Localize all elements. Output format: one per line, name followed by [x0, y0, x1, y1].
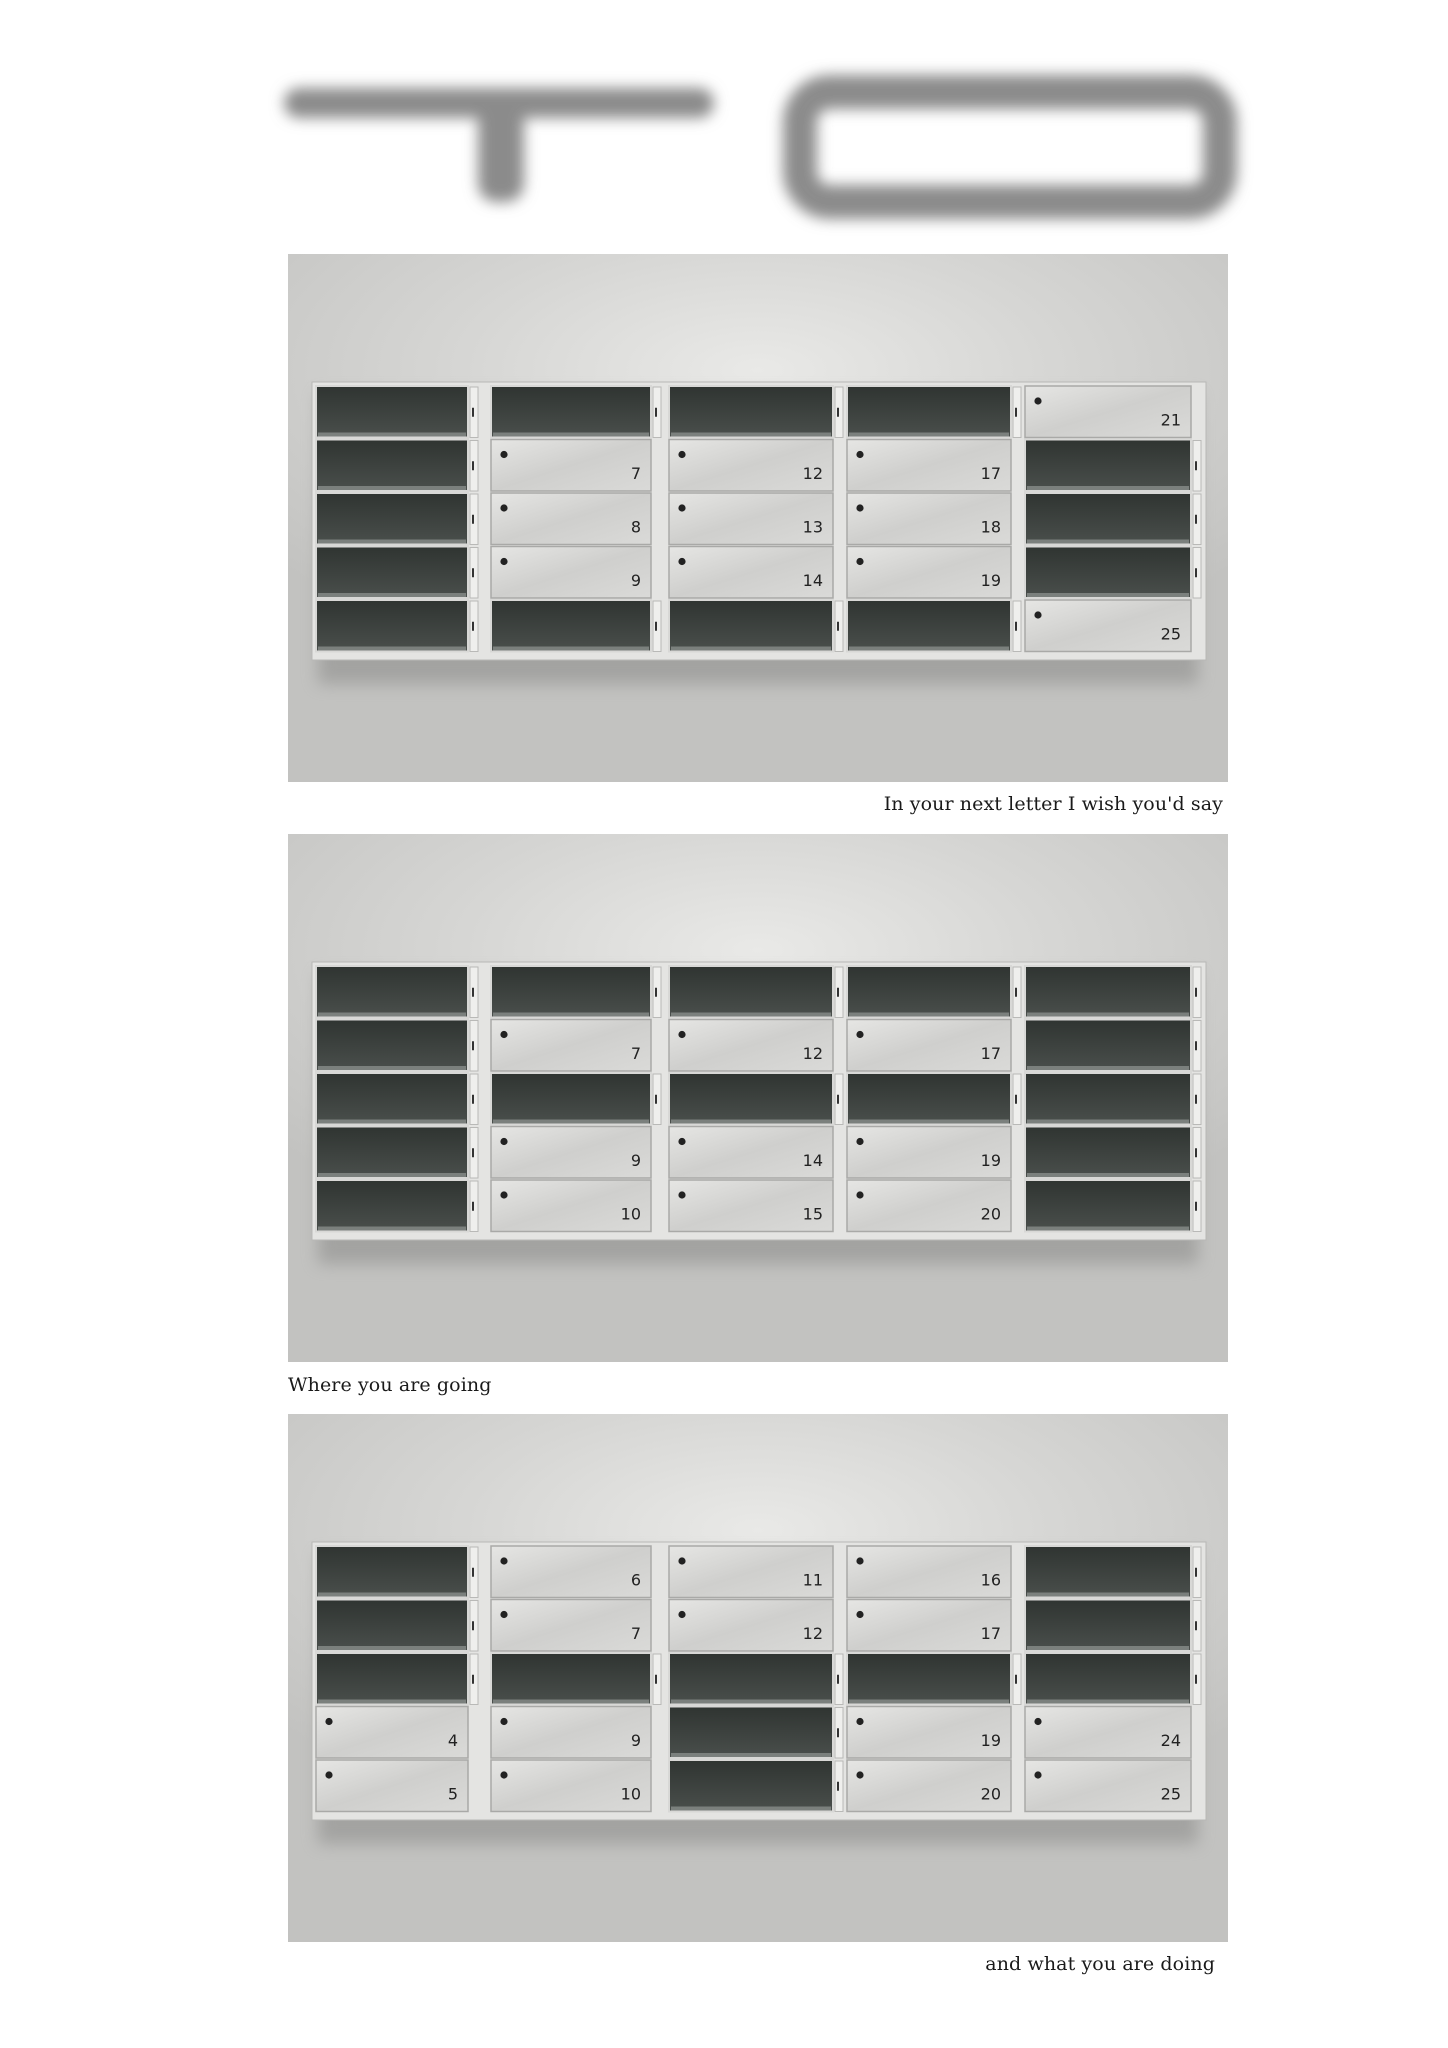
door-latch — [1195, 568, 1197, 577]
mailbox-number: 7 — [630, 1624, 641, 1643]
open-compartment[interactable] — [847, 966, 1011, 1018]
blurred-title — [0, 0, 1448, 240]
mailbox-number: 19 — [980, 571, 1001, 590]
open-compartment[interactable] — [847, 1073, 1011, 1125]
keyhole-lock — [856, 1191, 863, 1198]
door-latch — [1195, 988, 1197, 997]
mailbox-number: 24 — [1160, 1731, 1181, 1750]
door-latch — [472, 1041, 474, 1050]
open-compartment[interactable] — [491, 600, 651, 652]
open-compartment[interactable] — [316, 600, 468, 652]
mailbox-photo-3 — [288, 1414, 1228, 1942]
keyhole-lock — [678, 451, 685, 458]
open-compartment[interactable] — [1025, 1180, 1191, 1232]
mailbox-number: 25 — [1160, 624, 1181, 644]
open-compartment[interactable] — [1025, 1073, 1191, 1125]
keyhole-lock — [325, 1771, 332, 1778]
compartment-shelf — [318, 1120, 466, 1124]
keyhole-lock — [856, 558, 863, 565]
mailbox-number: 19 — [980, 1731, 1001, 1750]
door-latch — [655, 622, 657, 631]
compartment-shelf — [493, 647, 649, 651]
mailbox-number: 16 — [980, 1570, 1001, 1590]
keyhole-lock — [500, 1771, 507, 1778]
mailbox-door[interactable] — [491, 1707, 651, 1759]
keyhole-lock — [1034, 397, 1041, 404]
keyhole-lock — [678, 1031, 685, 1038]
mailbox-number: 8 — [630, 517, 641, 537]
keyhole-lock — [1034, 1718, 1041, 1725]
mailbox-number: 11 — [802, 1570, 823, 1590]
open-compartment[interactable] — [669, 966, 833, 1018]
open-compartment[interactable] — [669, 1073, 833, 1125]
door-latch — [472, 1568, 474, 1577]
keyhole-lock — [500, 1718, 507, 1725]
keyhole-lock — [500, 1031, 507, 1038]
open-compartment[interactable] — [1025, 1546, 1191, 1598]
keyhole-lock — [325, 1718, 332, 1725]
compartment-shelf — [318, 1173, 466, 1177]
compartment-shelf — [1027, 593, 1189, 597]
door-latch — [472, 1621, 474, 1630]
door-latch — [472, 1148, 474, 1157]
caption-3: and what you are doing — [985, 1953, 1215, 1975]
letter-o-glyph — [800, 92, 1220, 202]
keyhole-lock — [856, 1718, 863, 1725]
compartment-shelf — [1027, 1593, 1189, 1597]
door-latch — [472, 988, 474, 997]
open-compartment[interactable] — [316, 1020, 468, 1072]
compartment-shelf — [1027, 1173, 1189, 1177]
compartment-shelf — [671, 1700, 831, 1704]
compartment-shelf — [318, 647, 466, 651]
compartment-shelf — [318, 1593, 466, 1597]
keyhole-lock — [500, 1191, 507, 1198]
compartment-shelf — [1027, 1227, 1189, 1231]
keyhole-lock — [500, 1138, 507, 1145]
mailbox-door[interactable] — [491, 493, 651, 545]
compartment-shelf — [493, 1700, 649, 1704]
open-compartment[interactable] — [1025, 1653, 1191, 1705]
mailbox-number: 21 — [1160, 410, 1181, 430]
mailbox-door[interactable] — [316, 1707, 468, 1759]
mailbox-number: 12 — [802, 1624, 823, 1643]
door-latch — [1015, 988, 1017, 997]
open-compartment[interactable] — [316, 1600, 468, 1652]
keyhole-lock — [500, 451, 507, 458]
mailbox-number: 9 — [630, 571, 641, 590]
keyhole-lock — [856, 451, 863, 458]
door-latch — [1195, 461, 1197, 470]
keyhole-lock — [678, 1611, 685, 1618]
door-latch — [472, 1095, 474, 1104]
open-compartment[interactable] — [316, 1180, 468, 1232]
caption-2: Where you are going — [288, 1374, 492, 1396]
compartment-shelf — [849, 1700, 1009, 1704]
mailbox-number: 20 — [980, 1204, 1001, 1224]
keyhole-lock — [500, 504, 507, 511]
compartment-shelf — [671, 433, 831, 437]
door-latch — [655, 988, 657, 997]
keyhole-lock — [500, 558, 507, 565]
compartment-shelf — [1027, 1013, 1189, 1017]
keyhole-lock — [500, 1611, 507, 1618]
keyhole-lock — [678, 1557, 685, 1564]
compartment-shelf — [849, 647, 1009, 651]
mailbox-number: 10 — [620, 1784, 641, 1804]
mailbox-number: 18 — [980, 517, 1001, 537]
mailbox-unit-2 — [288, 834, 1228, 1362]
open-compartment[interactable] — [669, 600, 833, 652]
door-latch — [1195, 1675, 1197, 1684]
compartment-shelf — [671, 647, 831, 651]
mailbox-number: 19 — [980, 1151, 1001, 1170]
mailbox-number: 5 — [447, 1784, 458, 1804]
door-latch — [837, 1782, 839, 1791]
door-latch — [1195, 1095, 1197, 1104]
mailbox-door[interactable] — [491, 1020, 651, 1072]
door-latch — [1015, 622, 1017, 631]
mailbox-door[interactable] — [491, 1600, 651, 1652]
compartment-shelf — [318, 486, 466, 490]
door-latch — [1195, 1621, 1197, 1630]
open-compartment[interactable] — [316, 1073, 468, 1125]
open-compartment[interactable] — [491, 1073, 651, 1125]
compartment-shelf — [1027, 1700, 1189, 1704]
keyhole-lock — [678, 1191, 685, 1198]
compartment-shelf — [849, 1120, 1009, 1124]
door-latch — [837, 1728, 839, 1737]
compartment-shelf — [1027, 540, 1189, 544]
open-compartment[interactable] — [1025, 1020, 1191, 1072]
compartment-shelf — [493, 1013, 649, 1017]
door-latch — [1015, 1675, 1017, 1684]
compartment-shelf — [671, 1013, 831, 1017]
door-latch — [1195, 1202, 1197, 1211]
door-latch — [655, 408, 657, 417]
compartment-shelf — [318, 1066, 466, 1070]
keyhole-lock — [856, 1771, 863, 1778]
compartment-shelf — [1027, 1120, 1189, 1124]
compartment-shelf — [671, 1807, 831, 1811]
compartment-shelf — [318, 1646, 466, 1650]
keyhole-lock — [678, 1138, 685, 1145]
keyhole-lock — [856, 504, 863, 511]
mailbox-door[interactable] — [491, 1546, 651, 1598]
keyhole-lock — [500, 1557, 507, 1564]
mailbox-number: 4 — [447, 1731, 458, 1750]
mailbox-number: 25 — [1160, 1784, 1181, 1804]
blurred-title-graphic — [0, 0, 1448, 240]
mailbox-number: 17 — [980, 1624, 1001, 1643]
keyhole-lock — [678, 558, 685, 565]
open-compartment[interactable] — [1025, 493, 1191, 545]
compartment-shelf — [671, 1753, 831, 1757]
open-compartment[interactable] — [316, 386, 468, 438]
mailbox-number: 7 — [630, 464, 641, 483]
keyhole-lock — [678, 504, 685, 511]
door-latch — [1195, 1148, 1197, 1157]
mailbox-number: 14 — [802, 571, 823, 590]
compartment-shelf — [1027, 1646, 1189, 1650]
mailbox-number: 15 — [802, 1204, 823, 1224]
open-compartment[interactable] — [316, 547, 468, 599]
door-latch — [1015, 1095, 1017, 1104]
mailbox-door[interactable] — [316, 1760, 468, 1812]
open-compartment[interactable] — [847, 1653, 1011, 1705]
compartment-shelf — [849, 433, 1009, 437]
mailbox-number: 10 — [620, 1204, 641, 1224]
open-compartment[interactable] — [316, 440, 468, 492]
mailbox-number: 14 — [802, 1151, 823, 1170]
compartment-shelf — [318, 1013, 466, 1017]
mailbox-number: 17 — [980, 1044, 1001, 1063]
keyhole-lock — [1034, 1771, 1041, 1778]
mailbox-photo-2 — [288, 834, 1228, 1362]
mailbox-door[interactable] — [491, 547, 651, 599]
door-latch — [472, 1202, 474, 1211]
mailbox-number: 6 — [630, 1570, 641, 1590]
door-latch — [655, 1675, 657, 1684]
mailbox-number: 9 — [630, 1151, 641, 1170]
open-compartment[interactable] — [1025, 1600, 1191, 1652]
door-latch — [1195, 1041, 1197, 1050]
open-compartment[interactable] — [1025, 547, 1191, 599]
compartment-shelf — [493, 433, 649, 437]
mailbox-number: 13 — [802, 517, 823, 537]
compartment-shelf — [318, 540, 466, 544]
open-compartment[interactable] — [316, 966, 468, 1018]
mailbox-unit-3 — [288, 1414, 1228, 1942]
keyhole-lock — [856, 1031, 863, 1038]
open-compartment[interactable] — [1025, 1127, 1191, 1179]
door-latch — [837, 622, 839, 631]
door-latch — [472, 515, 474, 524]
keyhole-lock — [856, 1611, 863, 1618]
door-latch — [837, 1675, 839, 1684]
door-latch — [472, 408, 474, 417]
door-latch — [837, 408, 839, 417]
open-compartment[interactable] — [1025, 440, 1191, 492]
door-latch — [472, 568, 474, 577]
open-compartment[interactable] — [316, 1127, 468, 1179]
open-compartment[interactable] — [491, 1653, 651, 1705]
compartment-shelf — [1027, 1066, 1189, 1070]
compartment-shelf — [493, 1120, 649, 1124]
door-latch — [472, 1675, 474, 1684]
mailbox-number: 20 — [980, 1784, 1001, 1804]
compartment-shelf — [1027, 486, 1189, 490]
open-compartment[interactable] — [1025, 966, 1191, 1018]
open-compartment[interactable] — [669, 1707, 833, 1759]
compartment-shelf — [318, 1700, 466, 1704]
open-compartment[interactable] — [491, 386, 651, 438]
keyhole-lock — [1034, 611, 1041, 618]
open-compartment[interactable] — [316, 1653, 468, 1705]
mailbox-photo-1 — [288, 254, 1228, 782]
door-latch — [1195, 1568, 1197, 1577]
mailbox-number: 17 — [980, 464, 1001, 483]
letter-t-glyph — [284, 88, 714, 202]
compartment-shelf — [318, 1227, 466, 1231]
door-latch — [472, 461, 474, 470]
door-latch — [1195, 515, 1197, 524]
door-latch — [655, 1095, 657, 1104]
mailbox-door[interactable] — [491, 440, 651, 492]
open-compartment[interactable] — [316, 493, 468, 545]
door-latch — [837, 988, 839, 997]
door-latch — [1015, 408, 1017, 417]
open-compartment[interactable] — [669, 1760, 833, 1812]
mailbox-number: 9 — [630, 1731, 641, 1750]
mailbox-unit-1 — [288, 254, 1228, 782]
compartment-shelf — [849, 1013, 1009, 1017]
compartment-shelf — [671, 1120, 831, 1124]
mailbox-number: 7 — [630, 1044, 641, 1063]
mailbox-number: 12 — [802, 464, 823, 483]
open-compartment[interactable] — [316, 1546, 468, 1598]
open-compartment[interactable] — [669, 1653, 833, 1705]
keyhole-lock — [856, 1138, 863, 1145]
keyhole-lock — [856, 1557, 863, 1564]
open-compartment[interactable] — [847, 600, 1011, 652]
door-latch — [472, 622, 474, 631]
open-compartment[interactable] — [491, 966, 651, 1018]
mailbox-number: 12 — [802, 1044, 823, 1063]
caption-1: In your next letter I wish you'd say — [883, 793, 1223, 815]
mailbox-door[interactable] — [491, 1127, 651, 1179]
open-compartment[interactable] — [669, 386, 833, 438]
compartment-shelf — [318, 593, 466, 597]
compartment-shelf — [318, 433, 466, 437]
open-compartment[interactable] — [847, 386, 1011, 438]
door-latch — [837, 1095, 839, 1104]
